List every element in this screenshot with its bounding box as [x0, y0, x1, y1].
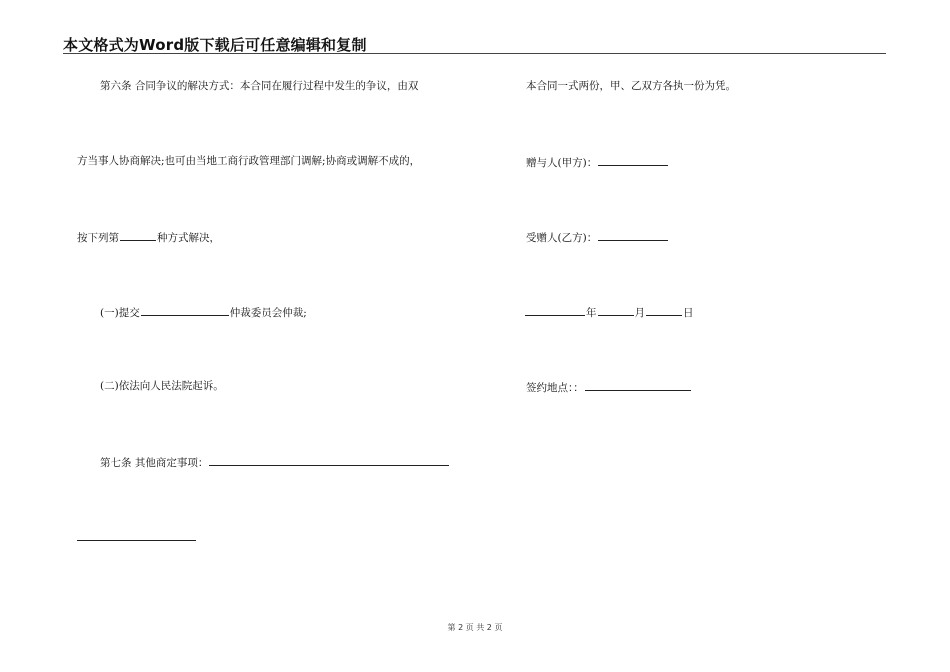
year-blank[interactable] [525, 304, 585, 316]
article6-line3-post: 种方式解决， [157, 232, 220, 244]
day-blank[interactable] [646, 304, 682, 316]
donor-line [526, 154, 669, 170]
page-footer: 第 2 页 共 2 页 [447, 623, 503, 632]
document-header-title: 本文格式为Word版下载后可任意编辑和复制 [63, 36, 367, 54]
option1-line [100, 304, 307, 320]
donee-label: 受赠人(乙方)： [526, 232, 598, 244]
method-number-blank[interactable] [120, 229, 156, 241]
day-label: 日 [683, 307, 694, 319]
option1-pre: (一)提交 [100, 307, 140, 319]
article7-label: 第七条 其他商定事项： [100, 457, 209, 469]
place-blank[interactable] [585, 379, 691, 391]
date-line [524, 304, 694, 320]
other-matters-continuation-blank[interactable] [77, 540, 196, 541]
year-label: 年 [586, 307, 597, 319]
month-label: 月 [634, 307, 645, 319]
place-line [526, 379, 692, 395]
option2-line: (二)依法向人民法院起诉。 [100, 380, 224, 392]
article6-line2: 方当事人协商解决;也可由当地工商行政管理部门调解;协商或调解不成的， [77, 155, 421, 167]
header-divider [63, 53, 886, 54]
article7-line [100, 454, 450, 470]
article6-line1: 第六条 合同争议的解决方式：本合同在履行过程中发生的争议，由双 [100, 80, 419, 92]
other-matters-blank[interactable] [209, 454, 449, 466]
donor-signature-blank[interactable] [598, 154, 668, 166]
place-label: 签约地点：： [526, 382, 584, 394]
month-blank[interactable] [598, 304, 634, 316]
arbitration-commission-blank[interactable] [141, 304, 229, 316]
option1-post: 仲裁委员会仲裁; [229, 307, 307, 319]
donor-label: 赠与人(甲方)： [526, 157, 598, 169]
article6-line3-pre: 按下列第 [77, 232, 119, 244]
copies-statement: 本合同一式两份，甲、乙双方各执一份为凭。 [526, 80, 736, 92]
donee-line [526, 229, 669, 245]
article6-line3 [77, 229, 220, 245]
donee-signature-blank[interactable] [598, 229, 668, 241]
